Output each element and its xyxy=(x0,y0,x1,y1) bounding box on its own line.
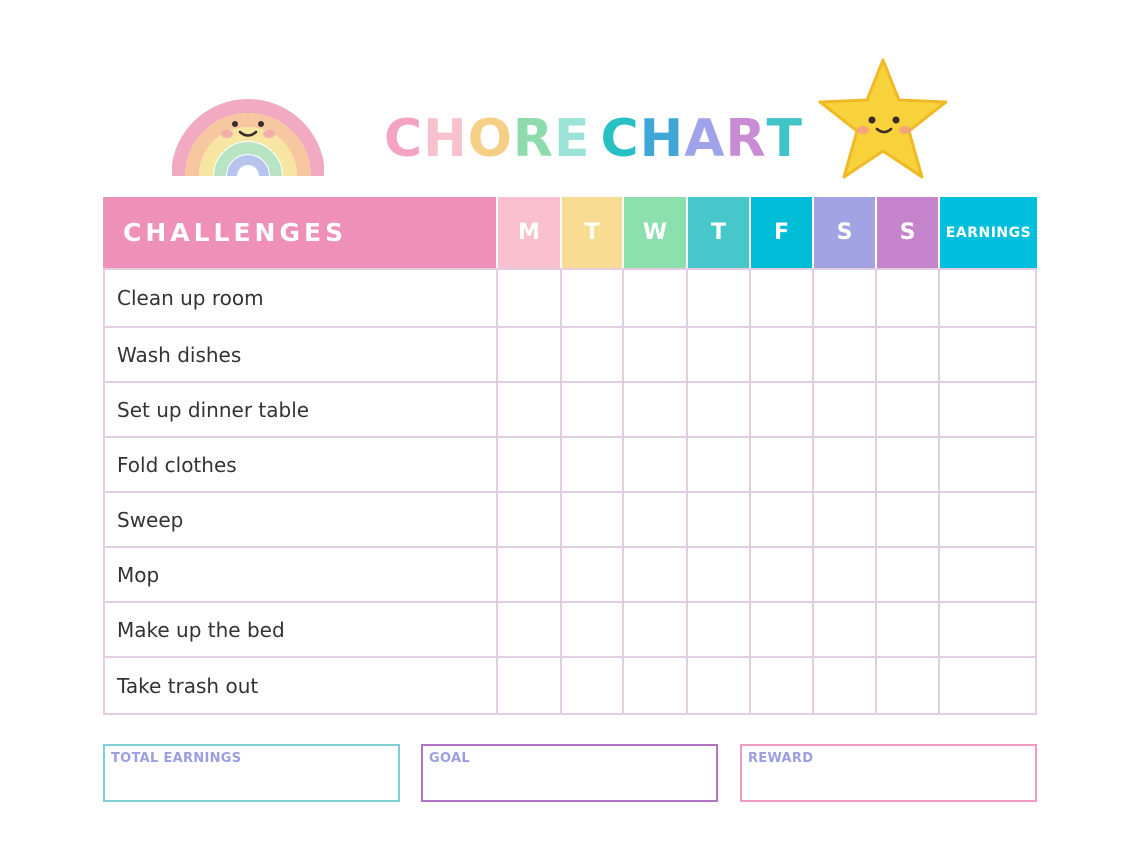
check-cell[interactable] xyxy=(562,548,620,601)
earnings-header: EARNINGS xyxy=(940,197,1037,268)
check-cell[interactable] xyxy=(814,438,873,491)
check-cell[interactable] xyxy=(562,603,620,656)
title-letter: T xyxy=(766,109,803,169)
check-cell[interactable] xyxy=(814,548,873,601)
day-header: S xyxy=(814,197,875,268)
check-cell[interactable] xyxy=(624,383,684,436)
check-cell[interactable] xyxy=(877,328,936,381)
check-cell[interactable] xyxy=(814,603,873,656)
check-cell[interactable] xyxy=(814,328,873,381)
check-cell[interactable] xyxy=(624,548,684,601)
check-cell[interactable] xyxy=(562,383,620,436)
check-cell[interactable] xyxy=(562,493,620,546)
check-cell[interactable] xyxy=(814,270,873,326)
summary-box-label: TOTAL EARNINGS xyxy=(111,751,242,766)
check-cell[interactable] xyxy=(688,603,747,656)
earnings-cell[interactable] xyxy=(940,493,1035,546)
check-cell[interactable] xyxy=(751,603,810,656)
check-cell[interactable] xyxy=(688,658,747,713)
check-cell[interactable] xyxy=(498,438,558,491)
check-cell[interactable] xyxy=(562,328,620,381)
table-header xyxy=(103,197,1037,268)
day-header: T xyxy=(562,197,622,268)
check-cell[interactable] xyxy=(688,438,747,491)
check-cell[interactable] xyxy=(688,548,747,601)
title-letter: A xyxy=(684,109,726,169)
summary-box-total-earnings[interactable] xyxy=(103,744,400,802)
check-cell[interactable] xyxy=(751,328,810,381)
task-label: Clean up room xyxy=(117,286,264,310)
check-cell[interactable] xyxy=(498,658,558,713)
star-icon xyxy=(816,56,950,182)
challenges-header: CHALLENGES xyxy=(103,197,496,268)
check-cell[interactable] xyxy=(624,493,684,546)
task-label: Sweep xyxy=(117,507,184,532)
check-cell[interactable] xyxy=(498,603,558,656)
summary-box-goal[interactable] xyxy=(421,744,718,802)
check-cell[interactable] xyxy=(877,438,936,491)
task-label: Wash dishes xyxy=(117,342,242,367)
task-grid xyxy=(103,268,1037,715)
rainbow-icon xyxy=(172,80,324,176)
check-cell[interactable] xyxy=(814,493,873,546)
check-cell[interactable] xyxy=(688,383,747,436)
check-cell[interactable] xyxy=(624,603,684,656)
check-cell[interactable] xyxy=(562,658,620,713)
check-cell[interactable] xyxy=(877,383,936,436)
summary-box-label: REWARD xyxy=(748,751,814,766)
earnings-cell[interactable] xyxy=(940,658,1035,713)
check-cell[interactable] xyxy=(688,328,747,381)
earnings-cell[interactable] xyxy=(940,548,1035,601)
check-cell[interactable] xyxy=(751,493,810,546)
check-cell[interactable] xyxy=(498,328,558,381)
task-label: Make up the bed xyxy=(117,617,285,642)
check-cell[interactable] xyxy=(751,383,810,436)
check-cell[interactable] xyxy=(498,383,558,436)
check-cell[interactable] xyxy=(751,658,810,713)
task-label: Fold clothes xyxy=(117,452,237,477)
day-header: M xyxy=(498,197,560,268)
summary-box-reward[interactable] xyxy=(740,744,1037,802)
earnings-cell[interactable] xyxy=(940,438,1035,491)
title-letter: R xyxy=(725,109,767,169)
title-letter: H xyxy=(423,109,468,169)
check-cell[interactable] xyxy=(877,270,936,326)
title-letter: E xyxy=(553,109,591,169)
check-cell[interactable] xyxy=(562,438,620,491)
title-letter: O xyxy=(467,109,513,169)
check-cell[interactable] xyxy=(877,548,936,601)
check-cell[interactable] xyxy=(814,383,873,436)
check-cell[interactable] xyxy=(877,493,936,546)
title-letter: C xyxy=(600,109,640,169)
title-letter: R xyxy=(512,109,554,169)
check-cell[interactable] xyxy=(498,548,558,601)
check-cell[interactable] xyxy=(624,658,684,713)
earnings-cell[interactable] xyxy=(940,270,1035,326)
check-cell[interactable] xyxy=(688,270,747,326)
check-cell[interactable] xyxy=(751,270,810,326)
title-letter: H xyxy=(639,109,685,169)
check-cell[interactable] xyxy=(877,658,936,713)
check-cell[interactable] xyxy=(688,493,747,546)
check-cell[interactable] xyxy=(624,438,684,491)
check-cell[interactable] xyxy=(562,270,620,326)
check-cell[interactable] xyxy=(498,270,558,326)
chore-table xyxy=(103,197,1037,715)
task-label: Take trash out xyxy=(117,673,259,698)
earnings-cell[interactable] xyxy=(940,383,1035,436)
task-label: Mop xyxy=(117,562,160,587)
check-cell[interactable] xyxy=(877,603,936,656)
check-cell[interactable] xyxy=(624,270,684,326)
day-header: W xyxy=(624,197,686,268)
check-cell[interactable] xyxy=(814,658,873,713)
earnings-cell[interactable] xyxy=(940,603,1035,656)
page-title xyxy=(384,104,803,174)
task-label: Set up dinner table xyxy=(117,397,310,422)
summary-box-label: GOAL xyxy=(429,751,470,766)
check-cell[interactable] xyxy=(624,328,684,381)
grid-row-line xyxy=(103,713,1037,715)
title-letter: C xyxy=(384,109,424,169)
day-header: F xyxy=(751,197,812,268)
day-header: T xyxy=(688,197,749,268)
check-cell[interactable] xyxy=(498,493,558,546)
check-cell[interactable] xyxy=(751,548,810,601)
earnings-cell[interactable] xyxy=(940,328,1035,381)
check-cell[interactable] xyxy=(751,438,810,491)
day-header: S xyxy=(877,197,938,268)
